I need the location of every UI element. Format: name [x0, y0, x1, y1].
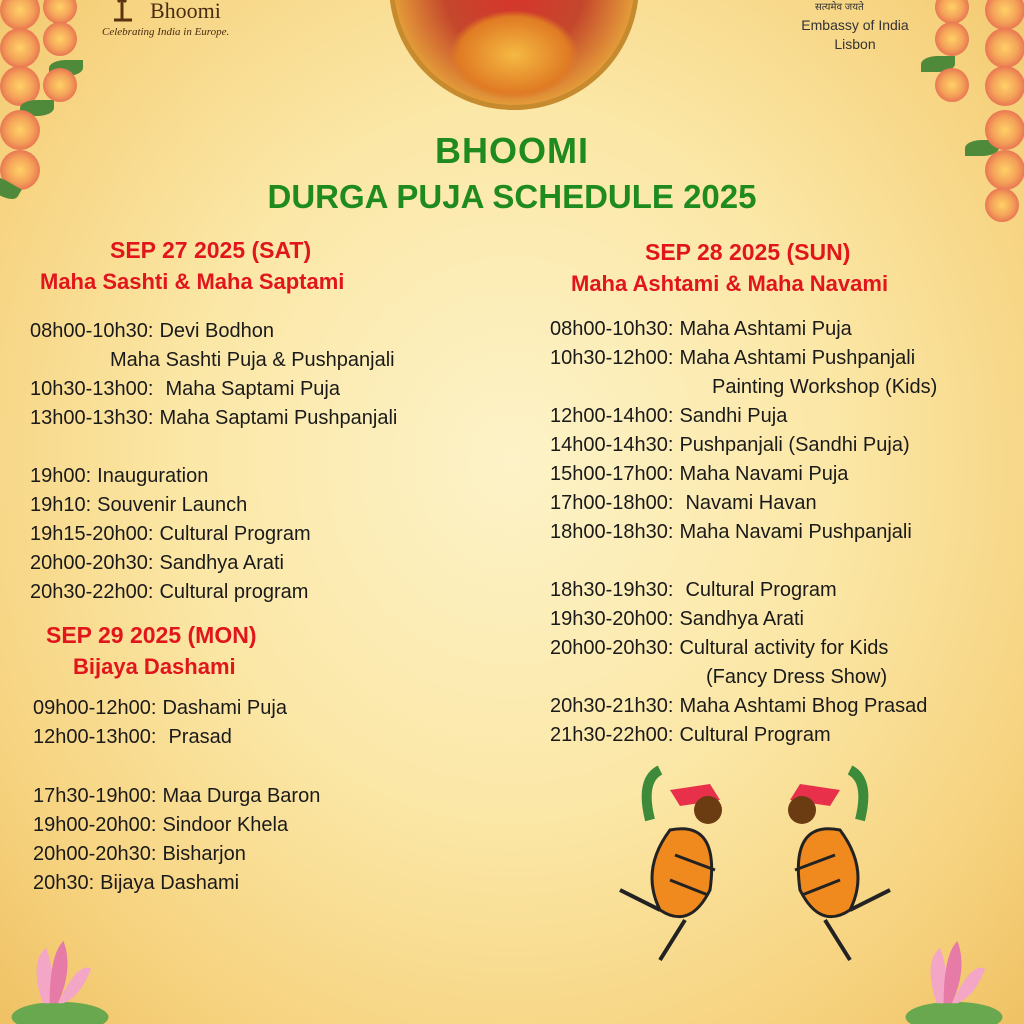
list-item [550, 637, 888, 660]
item-event: Cultural Program [679, 724, 831, 746]
item-time: 20h30: [33, 872, 95, 894]
item-time: 13h00-13h30: [30, 407, 154, 429]
list-item [33, 814, 288, 837]
item-event: (Fancy Dress Show) [706, 666, 888, 688]
title-line2: DURGA PUJA SCHEDULE 2025 [267, 178, 757, 215]
list-item [30, 465, 208, 488]
lotus-icon [0, 934, 120, 1024]
logo-tagline: Celebrating India in Europe. [102, 26, 230, 38]
item-time: 08h00-10h30: [30, 320, 154, 342]
day1-date: SEP 27 2025 (SAT) [110, 237, 312, 263]
item-event: Cultural Program [159, 523, 311, 545]
list-item [550, 521, 912, 544]
item-event: Sandhya Arati [159, 552, 284, 574]
item-time: 10h30-13h00: [30, 378, 154, 400]
list-item [30, 523, 311, 546]
item-time: 19h00: [30, 465, 92, 487]
item-time: 19h00-20h00: [33, 814, 157, 836]
item-event: Maa Durga Baron [162, 785, 321, 807]
item-event: Inauguration [97, 465, 209, 487]
day3-name: Bijaya Dashami [73, 654, 236, 679]
logo-mark-icon [100, 0, 146, 26]
list-item [550, 579, 837, 602]
item-event: Cultural activity for Kids [679, 637, 889, 659]
list-item [550, 347, 915, 370]
item-event: Maha Ashtami Pushpanjali [679, 347, 916, 369]
item-event: Pushpanjali (Sandhi Puja) [679, 434, 910, 456]
item-event: Devi Bodhon [159, 320, 274, 342]
embassy-label [770, 16, 940, 54]
item-event: Maha Ashtami Puja [679, 318, 852, 340]
item-event: Sandhya Arati [679, 608, 804, 630]
list-item [550, 608, 804, 631]
list-item [110, 349, 395, 372]
left-garland-icon [35, 0, 95, 110]
item-time: 21h30-22h00: [550, 724, 674, 746]
list-item [550, 492, 817, 515]
durga-idol-icon [449, 10, 579, 100]
item-time: 15h00-17h00: [550, 463, 674, 485]
item-time: 12h00-14h00: [550, 405, 674, 427]
item-time: 19h15-20h00: [30, 523, 154, 545]
item-time: 20h30-22h00: [30, 581, 154, 603]
item-event: Maha Ashtami Bhog Prasad [679, 695, 928, 717]
item-event: Bijaya Dashami [100, 872, 240, 894]
list-item [706, 666, 887, 689]
item-event: Cultural Program [685, 579, 837, 601]
embassy-city: Lisbon [834, 36, 876, 52]
item-event: Maha Sashti Puja & Pushpanjali [110, 349, 395, 371]
item-time: 20h00-20h30: [33, 843, 157, 865]
day3-date: SEP 29 2025 (MON) [46, 622, 257, 648]
item-event: Prasad [168, 726, 232, 748]
list-item [550, 695, 927, 718]
list-item [550, 405, 787, 428]
item-event: Souvenir Launch [97, 494, 248, 516]
title-line1: BHOOMI [435, 130, 589, 171]
item-event: Maha Saptami Puja [165, 378, 340, 400]
item-time: 09h00-12h00: [33, 697, 157, 719]
item-time: 17h30-19h00: [33, 785, 157, 807]
item-time: 17h00-18h00: [550, 492, 674, 514]
item-event: Dashami Puja [162, 697, 287, 719]
list-item [30, 552, 284, 575]
item-event: Sandhi Puja [679, 405, 788, 427]
list-item [550, 318, 852, 341]
item-time: 20h00-20h30: [30, 552, 154, 574]
list-item [30, 320, 274, 343]
durga-idol-medallion [389, 0, 639, 110]
embassy-name: Embassy of India [801, 17, 909, 33]
list-item [33, 785, 320, 808]
item-event: Bisharjon [162, 843, 246, 865]
logo-text: Bhoomi [150, 0, 221, 23]
item-event: Navami Havan [685, 492, 817, 514]
item-event: Cultural program [159, 581, 309, 603]
list-item [33, 843, 246, 866]
day2-name: Maha Ashtami & Maha Navami [571, 271, 889, 296]
list-item [33, 726, 232, 749]
item-time: 19h10: [30, 494, 92, 516]
list-item [33, 697, 287, 720]
list-item [30, 581, 308, 604]
dhaki-dancer-icon [760, 760, 910, 970]
list-item [33, 872, 239, 895]
item-time: 08h00-10h30: [550, 318, 674, 340]
item-event: Sindoor Khela [162, 814, 289, 836]
item-event: Maha Navami Pushpanjali [679, 521, 912, 543]
emblem-motto: सत्यमेव जयते [815, 2, 864, 13]
item-time: 20h30-21h30: [550, 695, 674, 717]
day1-name: Maha Sashti & Maha Saptami [40, 269, 345, 294]
list-item [550, 724, 831, 747]
item-time: 12h00-13h00: [33, 726, 157, 748]
list-item [712, 376, 937, 399]
item-event: Painting Workshop (Kids) [712, 376, 938, 398]
item-time: 18h00-18h30: [550, 521, 674, 543]
item-time: 14h00-14h30: [550, 434, 674, 456]
dhaki-dancer-icon [600, 760, 750, 970]
list-item [550, 463, 848, 486]
item-time: 20h00-20h30: [550, 637, 674, 659]
day2-date: SEP 28 2025 (SUN) [645, 239, 851, 265]
lotus-icon [894, 934, 1014, 1024]
item-time: 19h30-20h00: [550, 608, 674, 630]
item-event: Maha Navami Puja [679, 463, 849, 485]
list-item [30, 407, 397, 430]
item-event: Maha Saptami Pushpanjali [159, 407, 398, 429]
list-item [550, 434, 910, 457]
item-time: 18h30-19h30: [550, 579, 674, 601]
list-item [30, 378, 340, 401]
item-time: 10h30-12h00: [550, 347, 674, 369]
list-item [30, 494, 247, 517]
